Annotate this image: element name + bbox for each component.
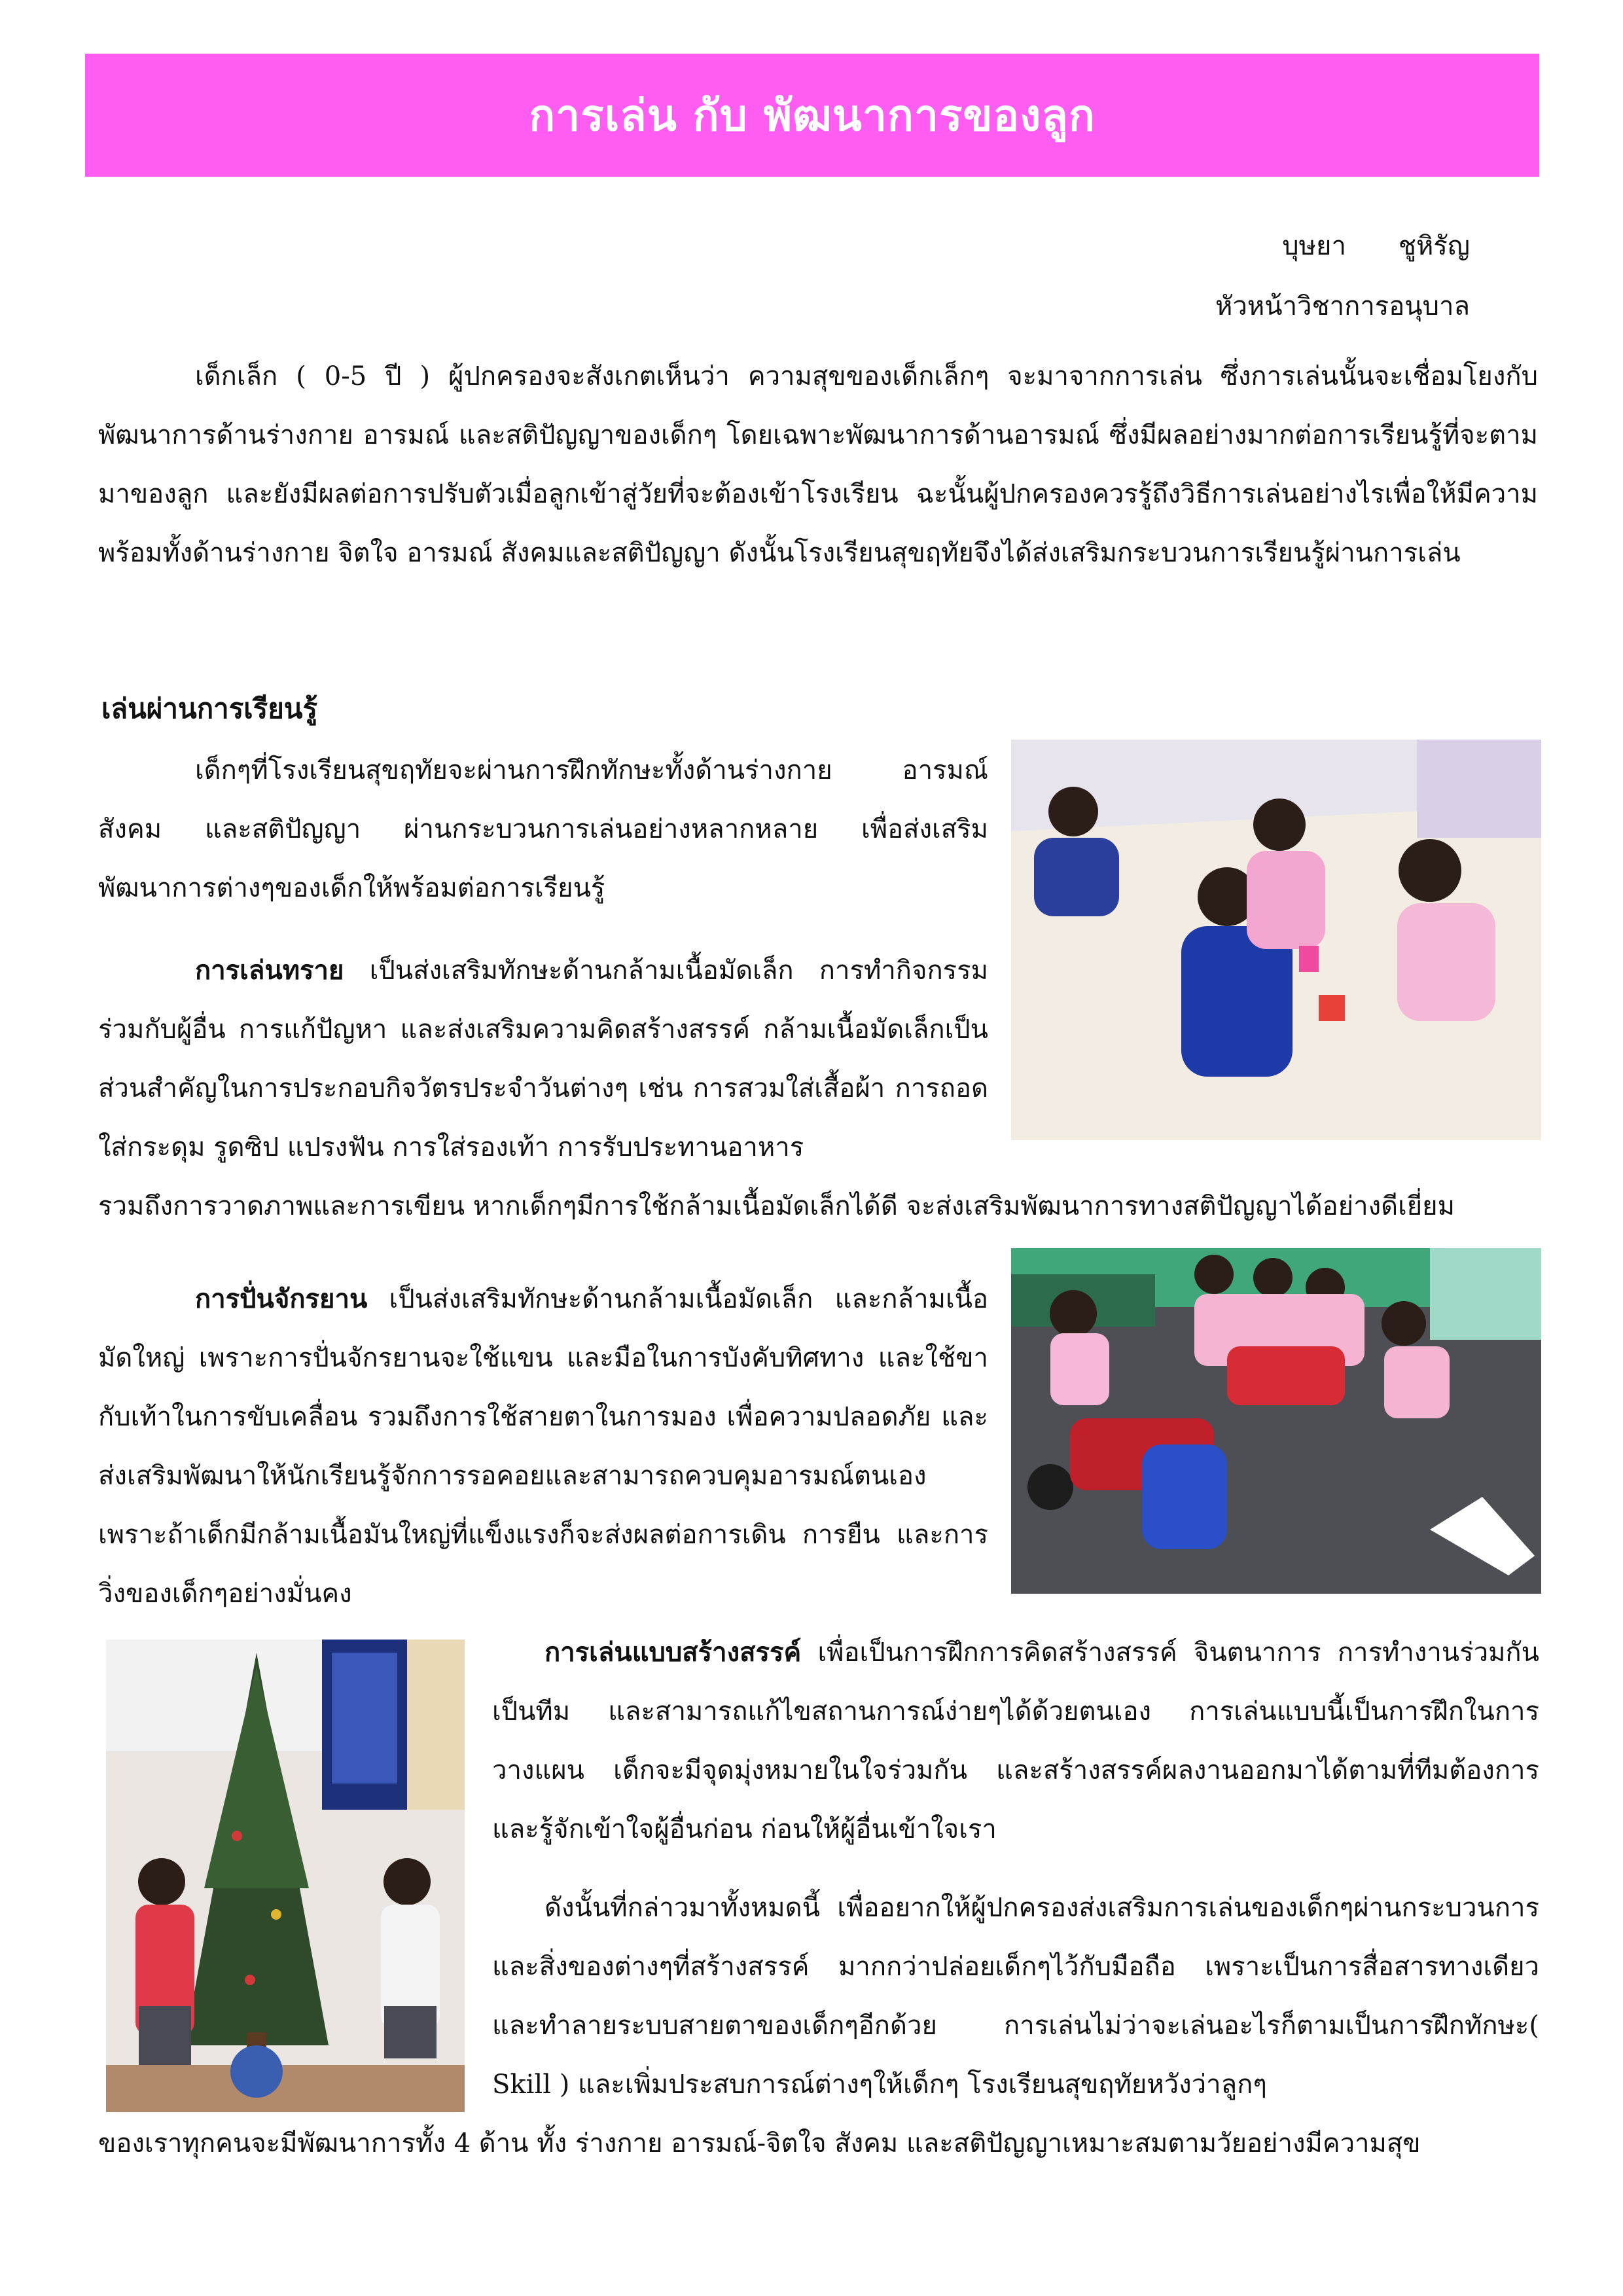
sand-play-paragraph (98, 941, 988, 1177)
author-position: หัวหน้าวิชาการอนุบาล (1215, 291, 1470, 321)
author-block (1215, 216, 1470, 336)
section-intro-paragraph: เด็กๆที่โรงเรียนสุขฤทัยจะผ่านการฝึกทักษะทั้งด้านร่างกาย อารมณ์ สังคม และสติปัญญา ผ่านกระบวนการเล่นอย่างหลากหลาย เพื่อส่งเสริมพัฒนาการต่างๆของเด็กให้พร้อมต่อการเรียนรู้ (98, 755, 988, 903)
cycling-paragraph (98, 1270, 988, 1623)
sand-play-body: เป็นส่งเสริมทักษะด้านกล้ามเนื้อมัดเล็ก การทำกิจกรรมร่วมกับผู้อื่น การแก้ปัญหา และส่งเสริมความคิดสร้างสรรค์ กล้ามเนื้อมัดเล็กเป็นส่วนสำคัญในการประกอบกิจวัตรประจำวันต่างๆ เช่น การสวมใส่เสื้อผ้า การถอดใส่กระดุม รูดซิป แปรงฟัน การใส่รองเท้า การรับประทานอาหาร (98, 956, 988, 1162)
sand-play-continuation: รวมถึงการวาดภาพและการเขียน หากเด็กๆมีการใช้กล้ามเนื้อมัดเล็กได้ดี จะส่งเสริมพัฒนาการทางสติปัญญาได้อย่างดีเยี่ยม (98, 1191, 1455, 1221)
conclusion-continuation: ของเราทุกคนจะมีพัฒนาการทั้ง 4 ด้าน ทั้ง ร่างกาย อารมณ์-จิตใจ สังคม และสติปัญญาเหมาะสมตามวัยอย่างมีความสุข (98, 2128, 1421, 2159)
creative-play-photo (106, 1640, 465, 2112)
creative-heading: การเล่นแบบสร้างสรรค์ (544, 1637, 802, 1668)
cycling-body: เป็นส่งเสริมทักษะด้านกล้ามเนื้อมัดเล็ก และกล้ามเนื้อมัดใหญ่ เพราะการปั่นจักรยานจะใช้แขน และมือในการบังคับทิศทาง และใช้ขากับเท้าในการขับเคลื่อน รวมถึงการใช้สายตาในการมอง เพื่อความปลอดภัย และส่งเสริมพัฒนาให้นักเรียนรู้จักการรอคอยและสามารถควบคุมอารมณ์ตนเอง เพราะถ้าเด็กมีกล้ามเนื้อมันใหญ่ที่แข็งแรงก็จะส่งผลต่อการเดิน การยืน และการวิ่งของเด็กๆอย่างมั่นคง (98, 1284, 988, 1609)
title-banner (85, 54, 1539, 177)
creative-body: เพื่อเป็นการฝึกการคิดสร้างสรรค์ จินตนาการ การทำงานร่วมกันเป็นทีม และสามารถแก้ไขสถานการณ์ง่ายๆได้ด้วยตนเอง การเล่นแบบนี้เป็นการฝึกในการวางแผน เด็กจะมีจุดมุ่งหมายในใจร่วมกัน และสร้างสรรค์ผลงานออกมาได้ตามที่ทีมต้องการและรู้จักเข้าใจผู้อื่นก่อน ก่อนให้ผู้อื่นเข้าใจเรา (492, 1638, 1539, 1844)
section-title: เล่นผ่านการเรียนรู้ (101, 692, 318, 725)
page-title: การเล่น กับ พัฒนาการของลูก (529, 89, 1096, 141)
cycling-heading: การปั่นจักรยาน (195, 1283, 368, 1314)
sand-play-heading: การเล่นทราย (195, 955, 344, 986)
sand-play-photo (1011, 740, 1541, 1140)
intro-paragraph: เด็กเล็ก ( 0-5 ปี ) ผู้ปกครองจะสังเกตเห็นว่า ความสุขของเด็กเล็กๆ จะมาจากการเล่น ซึ่งการเล่นนั้นจะเชื่อมโยงกับพัฒนาการด้านร่างกาย อารมณ์ และสติปัญญาของเด็กๆ โดยเฉพาะพัฒนาการด้านอารมณ์ ซึ่งมีผลอย่างมากต่อการเรียนรู้ที่จะตามมาของลูก และยังมีผลต่อการปรับตัวเมื่อลูกเข้าสู่วัยที่จะต้องเข้าโรงเรียน ฉะนั้นผู้ปกครองควรรู้ถึงวิธีการเล่นอย่างไรเพื่อให้มีความพร้อมทั้งด้านร่างกาย จิตใจ อารมณ์ สังคมและสติปัญญา ดังนั้นโรงเรียนสุขฤทัยจึงได้ส่งเสริมกระบวนการเรียนรู้ผ่านการเล่น (98, 361, 1538, 568)
author-name (1215, 216, 1470, 276)
conclusion-paragraph: ดังนั้นที่กล่าวมาทั้งหมดนี้ เพื่ออยากให้ผู้ปกครองส่งเสริมการเล่นของเด็กๆผ่านกระบวนการและสิ่งของต่างๆที่สร้างสรรค์ มากกว่าปล่อยเด็กๆไว้กับมือถือ เพราะเป็นการสื่อสารทางเดียว และทำลายระบบสายตาของเด็กๆอีกด้วย การเล่นไม่ว่าจะเล่นอะไรก็ตามเป็นการฝึกทักษะ( Skill ) และเพิ่มประสบการณ์ต่างๆให้เด็กๆ โรงเรียนสุขฤทัยหวังว่าลูกๆ (492, 1893, 1539, 2100)
creative-paragraph (492, 1623, 1539, 1859)
cycling-photo (1011, 1248, 1541, 1594)
author-last-name: ชูหิรัญ (1398, 231, 1470, 261)
author-first-name: บุษยา (1282, 231, 1346, 261)
